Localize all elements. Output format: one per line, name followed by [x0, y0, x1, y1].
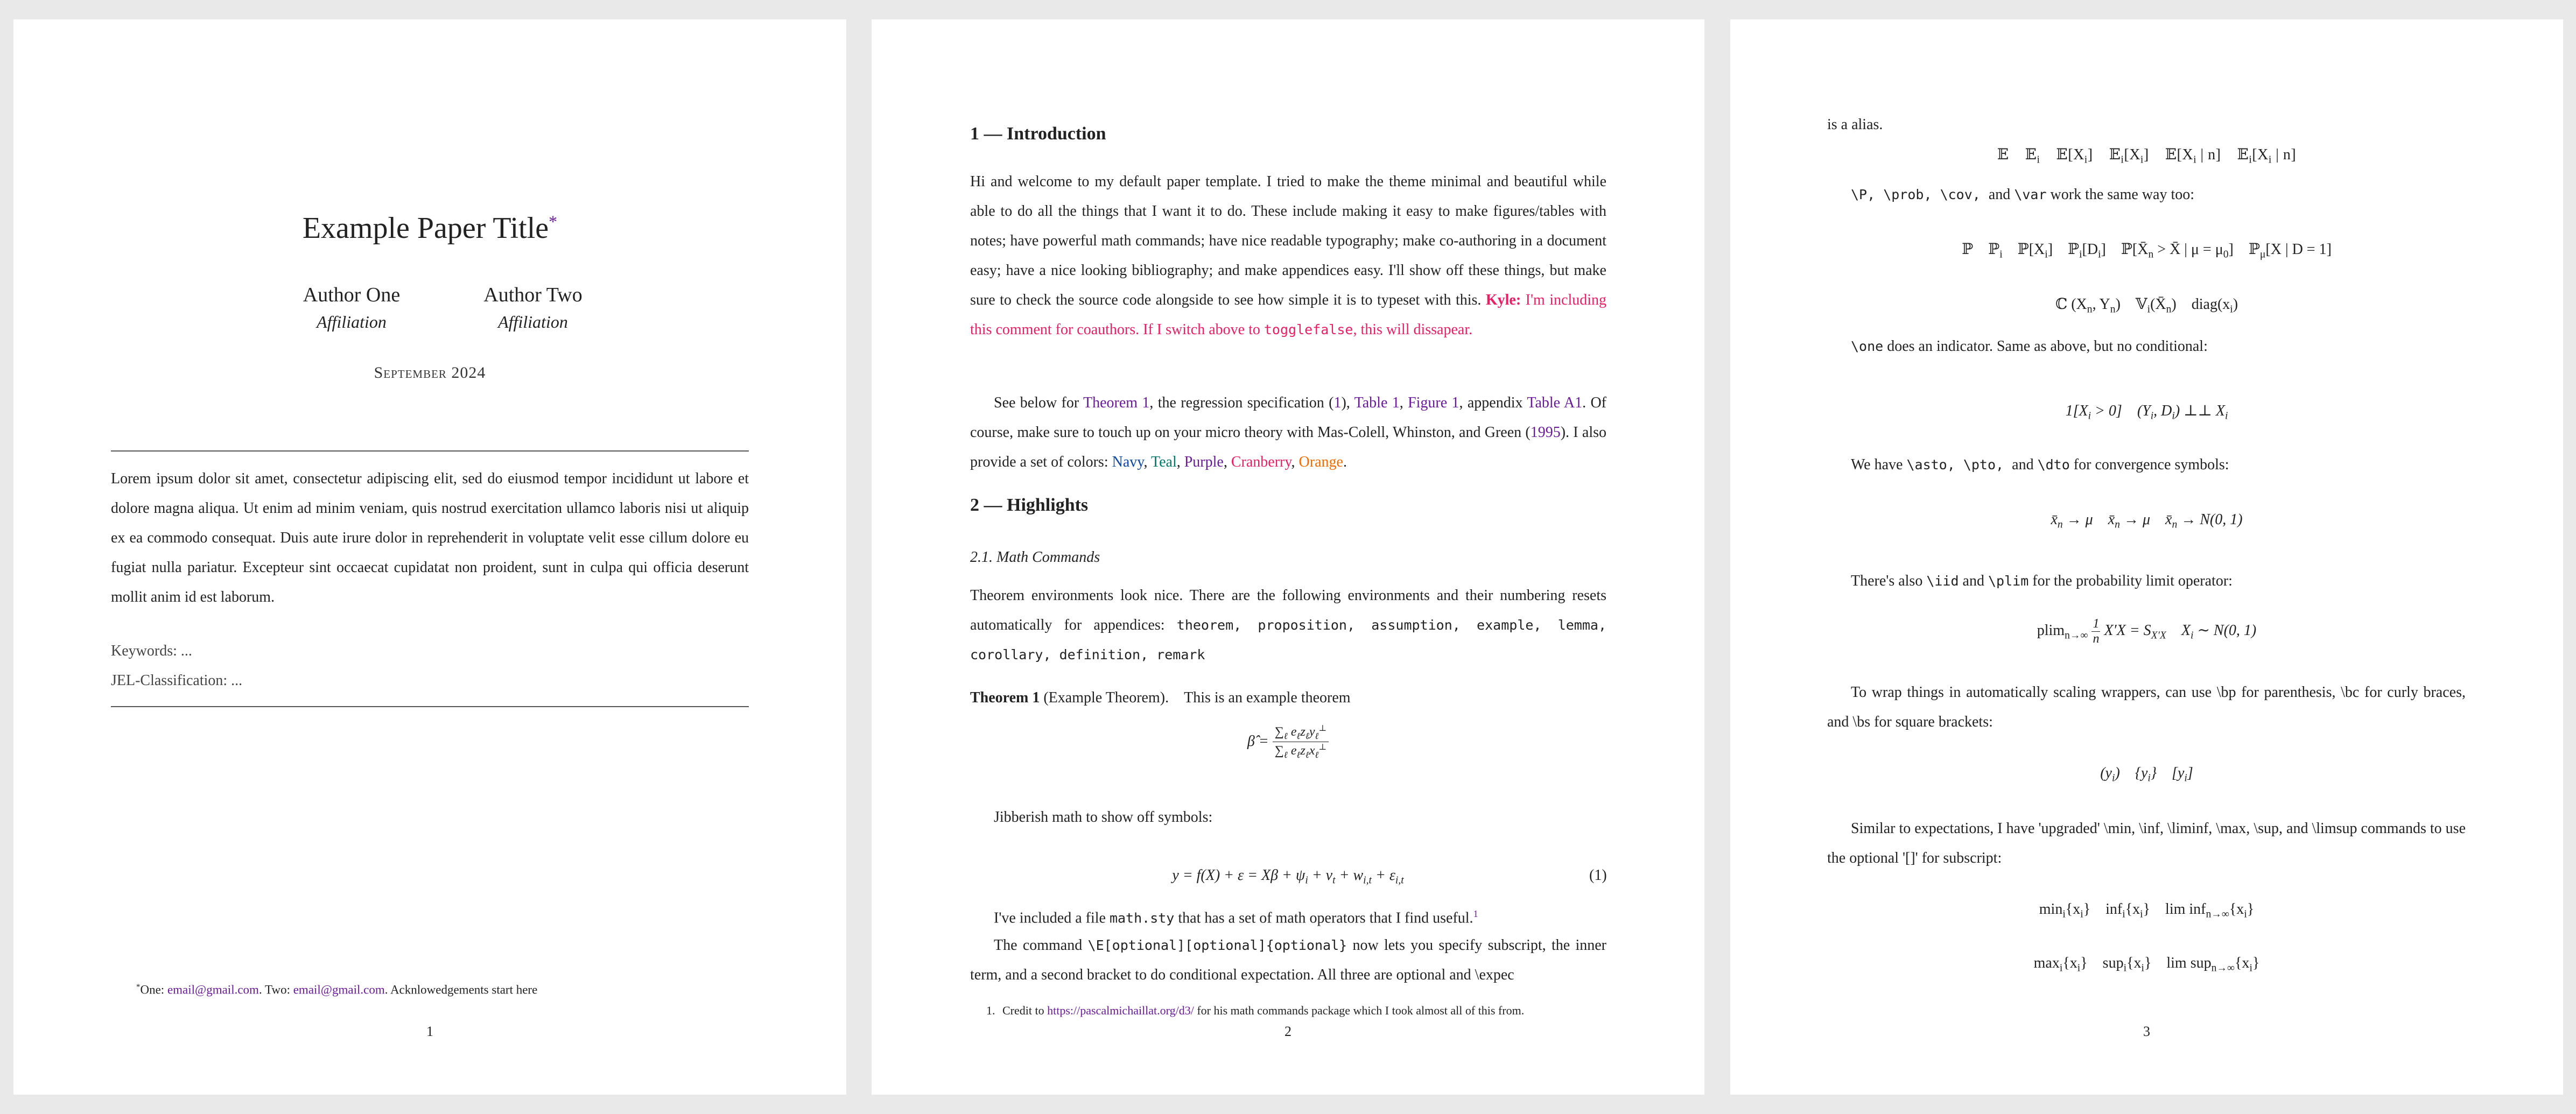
appendix-table-ref-link[interactable]: Table A1 [1527, 394, 1583, 411]
covariance-examples: ℂ ($X_n$, $Y_n$) $𝕍_i(X̄_n)$ $diag(x_i)$ [2055, 296, 2238, 315]
figure-ref-link[interactable]: Figure 1 [1408, 394, 1459, 411]
citation-year-link[interactable]: 1995 [1530, 424, 1561, 441]
author-two-block [450, 283, 616, 332]
convergence-examples: $x̄_n \to \mu$ $x̄_n \to \mu$ $x̄_n \to N(0$, 1) [2051, 511, 2243, 531]
footnote-mark: * [136, 983, 141, 991]
footnote-url-link[interactable]: https://pascalmichaillat.org/d3/ [1047, 1004, 1194, 1017]
indicator-example: $1[X_i > 0]$ ($Y_i$, $D_i$) ⊥⊥ $X_i$ [2065, 403, 2228, 422]
author-two-name: Author Two [483, 284, 582, 306]
title-footnote: *One: email@gmail.com. Two: email@gmail.com. Acknlowedgements start here [136, 983, 538, 997]
page-number: 1 [426, 1024, 433, 1039]
abstract-bottom-rule [111, 706, 749, 707]
page-2 [872, 19, 1704, 1095]
author-one-affiliation: Affiliation [317, 312, 387, 332]
author-one-block [268, 283, 435, 332]
abstract-top-rule [111, 450, 749, 452]
indicator-line: \one does an indicator. Same as above, but no conditional: [1851, 338, 2208, 355]
section-intro-heading: 1 — Introduction [970, 124, 1106, 144]
color-teal: Teal [1150, 454, 1177, 470]
keywords-line: Keywords: ... [111, 643, 192, 659]
email-link-one[interactable]: email@gmail.com [167, 983, 259, 997]
page-2-footnote: 1. Credit to https://pascalmichaillat.org/d3/ for his math commands package which I took almost all of this from. [986, 1004, 1525, 1017]
wrapper-examples: $(y_i)$ $\{y_i\}$ $[y_i]$ [2100, 765, 2193, 784]
paper-title [13, 211, 846, 245]
color-purple: Purple [1184, 454, 1224, 470]
expectation-examples: 𝔼 𝔼$_i$ $𝔼[X_i]$ $𝔼_i[X_i]$ $𝔼[X_i$ | n] $𝔼_i[X_i$ | n] [1997, 146, 2297, 166]
abstract-text: Lorem ipsum dolor sit amet, consectetur adipiscing elit, sed do eiusmod tempor incididunt ut labore et dolore magna aliqua. Ut enim ad minim veniam, quis nostrud exercitation ullamco laboris nisi ut aliquip ex ea commodo consequat. Duis aute irure dolor in reprehenderit in voluptate velit esse cillum dolore eu fugiat nulla pariatur. Excepteur sint occaecat cupidatat non proident, sunt in culpa qui officia deserunt mollit anim id est laborum. [111, 470, 749, 605]
theorem-block: Theorem 1 (Example Theorem). This is an example theorem [970, 689, 1351, 706]
author-two-affiliation: Affiliation [498, 312, 568, 332]
title-text: Example Paper Title [302, 211, 549, 245]
convergence-line: We have \asto, \pto, and \dto for convergence symbols: [1851, 456, 2229, 473]
theorem-env-paragraph: Theorem environments look nice. There are the following environments and their numbering resets automatically for appendices: theorem, proposition, assumption, example, lemma, corollary, definition, remark [970, 587, 1607, 662]
section-highlights-heading: 2 — Highlights [970, 495, 1089, 515]
wrapper-paragraph: To wrap things in automatically scaling wrappers, can use \bp for parenthesis, \bc for curly braces, and \bs for square brackets: [1827, 684, 2466, 730]
theorem-ref-link[interactable]: Theorem 1 [1083, 394, 1150, 411]
alias-text: is a alias. [1827, 116, 1883, 133]
comment-label: Kyle: [1485, 292, 1521, 308]
table-ref-link[interactable]: Table 1 [1354, 394, 1400, 411]
prob-commands-line: \P, \prob, \cov, and \var work the same way too: [1851, 186, 2195, 203]
beta-hat-equation: β̂ = $\sum_\ell$ $e_\ell z_\ell y_\ell^\perp$ $\sum_\ell$ $e_\ell z_\ell x_\ell^\perp$ [872, 723, 1704, 760]
references-paragraph: See below for Theorem 1, the regression specification (1), Table 1, Figure 1, appendix Table A1. Of course, make sure to touch up on your micro theory with Mas-Colell, Whinston, and Green (1995). I also provide a set of colors: Navy, Teal, Purple, Cranberry, Orange. [970, 394, 1607, 470]
page-1 [13, 19, 846, 1095]
max-sup-examples: $\max_i\{x_i\}$ $sup_i\{x_i\}$ $\lim sup_{n\to\infty}\{x_i\}$ [2033, 955, 2260, 974]
plim-example: plim$_{n\to\infty}$ $\frac{1}{n}$ $X'X = S_{X'X}$ $X_i$ ∼ N(0, 1) [2037, 617, 2257, 646]
page-3 [1730, 19, 2563, 1095]
footnote-ref-link[interactable]: 1 [1473, 908, 1478, 919]
page-number: 2 [1285, 1024, 1291, 1039]
color-cranberry: Cranberry [1231, 454, 1291, 470]
page-number: 3 [2143, 1024, 2150, 1039]
jel-classification-line: JEL-Classification: ... [111, 672, 243, 689]
coauthor-comment: I'm including this comment for coauthors. If I switch above to [970, 292, 1607, 338]
probability-examples: ℙ ℙ$_i$ $ℙ[X_i]$ $ℙ_i[D_i]$ $ℙ[X̄_n$ > X̄ | $\mu = \mu_0$] ℙ$_\mu$[X | D = 1] [1962, 241, 2332, 260]
color-navy: Navy [1112, 454, 1144, 470]
mathsty-line: I've included a file math.sty that has a set of math operators that I find useful.$^1$ [994, 908, 1478, 927]
env-names-list: theorem, proposition, assumption, example, lemma, corollary, definition, remark [970, 617, 1607, 662]
email-link-two[interactable]: email@gmail.com [293, 983, 385, 997]
title-footnote-mark[interactable]: * [549, 211, 558, 231]
intro-paragraph: Hi and welcome to my default paper template. I tried to make the theme minimal and beautiful while able to do all the things that I want it to do. These include making it easy to make figures/tables with notes; have powerful math commands; have nice readable typography; make co-authoring in a document easy; have a nice looking bibliography; and make appendices easy. I'll show off these things, but make sure to check the source code alongside to see how simple it is to typeset with this. Kyle: I'm including this comment for coauthors. If I switch above to togglefalse, this will dissapear. [970, 173, 1607, 338]
equation-ref-link[interactable]: 1 [1333, 394, 1342, 411]
equation-number: (1) [1589, 867, 1607, 884]
equation-1: $y = f(X) + \varepsilon = X\beta + \psi_i + \nu_t + w_{i,t} + \varepsilon_{i,t}$ [1172, 867, 1404, 886]
author-one-name: Author One [303, 284, 401, 306]
command-paragraph: The command \E[optional][optional]{optional} now lets you specify subscript, the inner term, and a second bracket to do conditional expectation. All three are optional and \expec [970, 937, 1606, 983]
min-inf-examples: $\min_i\{x_i\}$ $inf_i\{x_i\}$ $\lim inf_{n\to\infty}\{x_i\}$ [2039, 901, 2255, 920]
subsection-math-heading: 2.1. Math Commands [970, 549, 1100, 566]
theorem-label: Theorem 1 [970, 689, 1040, 706]
plim-line: There's also \iid and \plim for the probability limit operator: [1851, 573, 2233, 589]
minmax-paragraph: Similar to expectations, I have 'upgraded' \min, \inf, \liminf, \max, \sup, and \limsup commands to use the optional '[]' for subscript: [1827, 820, 2466, 866]
color-orange: Orange [1298, 454, 1343, 470]
paper-date: September 2024 [374, 364, 486, 382]
jibberish-text: Jibberish math to show off symbols: [994, 809, 1213, 826]
